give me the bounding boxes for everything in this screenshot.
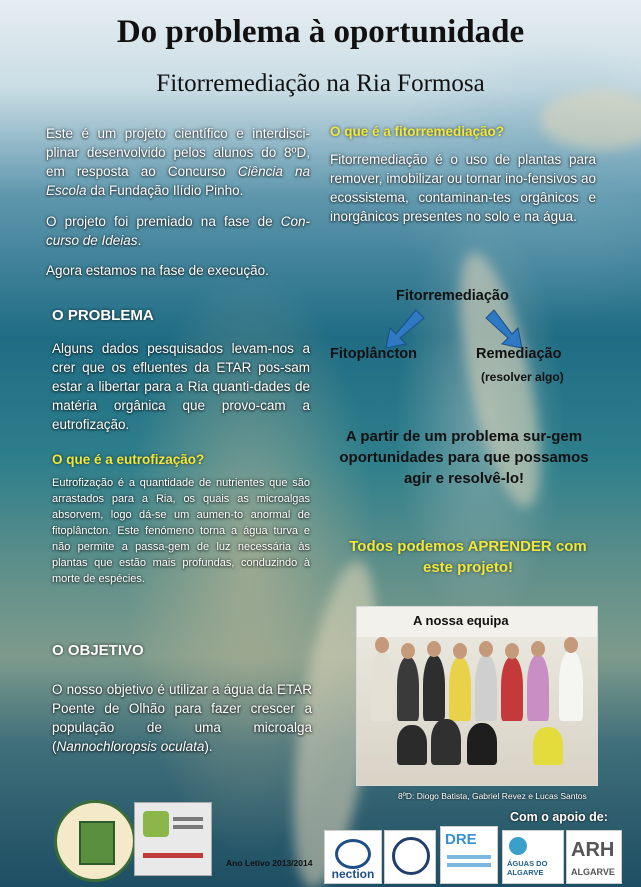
arrow-left-icon	[386, 310, 424, 348]
nection-logo	[324, 830, 382, 884]
diagram-right-label: Remediação	[476, 346, 562, 362]
slogan-opportunity: A partir de um problema sur-gem oportunidades para que possamos agir e resolvê-lo!	[339, 428, 589, 487]
team-photo	[356, 606, 598, 786]
team-label: A nossa equipa	[413, 613, 509, 628]
slogan-learn	[340, 536, 596, 578]
arh-logo-subtext: ALGARVE	[571, 867, 615, 877]
diagram-left-label: Fitoplâncton	[330, 346, 417, 362]
arh-algarve-logo	[566, 830, 622, 884]
fito-question: O que é a fitorremediação?	[330, 124, 505, 139]
aguas-algarve-logo	[502, 830, 564, 884]
objective-heading: O OBJETIVO	[52, 642, 144, 659]
aguas-logo-text: ÁGUAS DO ALGARVE	[507, 859, 548, 877]
nection-mark-icon	[335, 839, 371, 869]
dre-logo-text: DRE	[445, 831, 477, 848]
slogan-learn-text: Todos podemos APRENDER com este projeto!	[349, 538, 587, 576]
problem-text: Alguns dados pesquisados levam-nos a crer que os efluentes da ETAR pos-sam estar a libertar para a Ria quanti-dades de matéria orgânica que provo-cam a eutrofização.	[52, 341, 310, 432]
school-building-icon	[79, 821, 115, 865]
university-seal-icon	[392, 837, 430, 875]
diagram-right-note: (resolver algo)	[481, 370, 564, 384]
status-paragraph: Agora estamos na fase de execução.	[46, 263, 269, 278]
eutro-question: O que é a eutrofização?	[52, 452, 205, 467]
problem-heading: O PROBLEMA	[52, 307, 154, 324]
support-label: Com o apoio de:	[510, 810, 608, 824]
school-year: Ano Letivo 2013/2014	[226, 858, 313, 868]
diagram-arrows	[380, 306, 530, 350]
school-logo	[54, 800, 136, 882]
eutro-text: Eutrofização é a quantidade de nutrientes que são arrastados para a Ria, os quais as microalgas absorvem, logo dá-se um aumen-to anormal de fitoplâncton. Este fenómeno torna a água turva e não permite a passa-gem de luz necessária às plantas que estão mais profundas, conduzindo à morte de espécies.	[52, 477, 310, 585]
page-subtitle: Fitorremediação na Ria Formosa	[156, 70, 485, 97]
arh-logo-text: ARH	[571, 839, 615, 861]
prize-logo	[134, 802, 212, 876]
university-logo	[384, 830, 436, 884]
diagram-top-label: Fitorremediação	[396, 288, 509, 304]
sandbar-shape	[540, 90, 641, 150]
fito-text: Fitorremediação é o uso de plantas para remover, imobilizar ou tornar ino-fensivos ao ecossistema, contaminan-tes orgânicos e inorgânicos presentes no solo e na água.	[330, 152, 596, 224]
arrow-right-icon	[486, 310, 522, 348]
dre-logo	[440, 826, 498, 884]
award-paragraph: O projeto foi premiado na fase de Con-curso de Ideias.	[46, 214, 310, 248]
water-drop-icon	[509, 837, 527, 855]
prize-leaf-icon	[143, 811, 169, 837]
nection-logo-text: nection	[331, 867, 375, 881]
intro-paragraph: Este é um projeto científico e interdisci-plinar desenvolvido pelos alunos do 8ºD, em resposta ao Concurso Ciência na Escola da Fundação Ilídio Pinho.	[46, 126, 310, 198]
team-caption: 8ºD: Diogo Batista, Gabriel Revez e Lucas Santos	[398, 791, 587, 801]
objective-text: O nosso objetivo é utilizar a água da ETAR Poente de Olhão para fazer crescer a população de uma microalga (Nannochloropsis oculata).	[52, 682, 312, 754]
page-title: Do problema à oportunidade	[116, 14, 525, 50]
